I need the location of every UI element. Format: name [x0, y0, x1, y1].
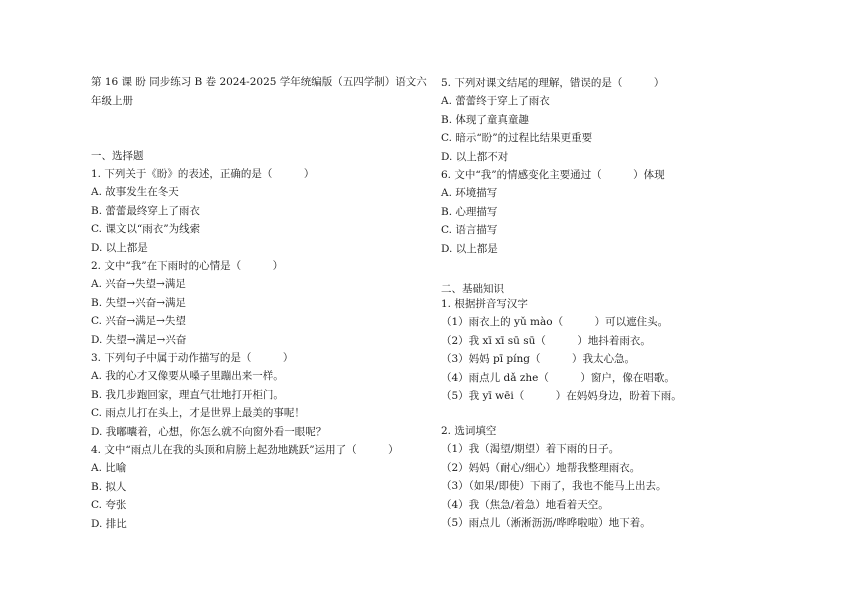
question-line: B. 我几步跑回家，理直气壮地打开柜门。: [91, 388, 284, 401]
exercise-line: （2）妈妈（耐心/细心）地帮我整理雨衣。: [441, 461, 641, 474]
question-line: D. 以上都是: [91, 241, 148, 254]
question-line: 6. 文中“我”的情感变化主要通过（ ）体现: [441, 169, 665, 181]
question-line: B. 体现了童真童趣: [441, 113, 529, 126]
question-line: B. 心理描写: [441, 205, 498, 218]
question-line: 2. 文中“我”在下雨时的心情是（ ）: [91, 260, 284, 272]
question-line: 3. 下列句子中属于动作描写的是（ ）: [91, 352, 294, 364]
exercise-line: （1）雨衣上的 yǔ mào（ ）可以遮住头。: [441, 316, 669, 329]
question-line: C. 课文以“雨衣”为线索: [91, 223, 201, 236]
question-line: A. 我的心才又像要从嗓子里蹦出来一样。: [91, 370, 284, 383]
question-line: 1. 下列关于《盼》的表述，正确的是（ ）: [91, 168, 315, 180]
question-line: D. 以上都不对: [441, 150, 509, 163]
exercise-line: 2. 选词填空: [441, 425, 497, 437]
question-line: B. 蕾蕾最终穿上了雨衣: [91, 204, 200, 217]
question-line: A. 兴奋→失望→满足: [91, 278, 186, 291]
exercise-line: （1）我（渴望/期望）着下雨的日子。: [441, 443, 620, 456]
section-heading-basics: 二、基础知识: [441, 283, 504, 295]
exercise-line: （3）妈妈 pī píng（ ）我太心急。: [441, 353, 635, 366]
exercise-line: （3）（如果/即使）下雨了，我也不能马上出去。: [441, 480, 667, 493]
question-line: D. 我嘟囔着，心想，你怎么就不向窗外看一眼呢？: [91, 425, 327, 438]
question-line: D. 排比: [91, 517, 127, 530]
question-line: D. 失望→满足→兴奋: [91, 333, 187, 346]
question-line: 4. 文中“雨点儿在我的头顶和肩膀上起劲地跳跃”运用了（ ）: [91, 444, 399, 456]
exercise-line: （4）我（焦急/着急）地看着天空。: [441, 498, 609, 511]
question-line: C. 夸张: [91, 499, 127, 512]
question-line: D. 以上都是: [441, 242, 498, 255]
question-line: C. 语言描写: [441, 224, 498, 237]
question-line: C. 暗示“盼”的过程比结果更重要: [441, 132, 593, 145]
question-line: B. 失望→兴奋→满足: [91, 296, 186, 309]
question-line: A. 故事发生在冬天: [91, 186, 179, 199]
question-line: B. 拟人: [91, 480, 127, 493]
exercise-line: （5）雨点儿（淅淅沥沥/哗哗啦啦）地下着。: [441, 517, 651, 529]
question-line: A. 蕾蕾终于穿上了雨衣: [441, 95, 550, 108]
question-line: C. 雨点儿打在头上，才是世界上最美的事呢！: [91, 407, 305, 420]
question-line: A. 环境描写: [441, 187, 498, 200]
section-heading-choice: 一、选择题: [91, 150, 144, 162]
question-line: A. 比喻: [91, 462, 127, 475]
exercise-line: 1. 根据拼音写汉字: [441, 298, 528, 310]
question-line: 5. 下列对课文结尾的理解，错误的是（ ）: [441, 77, 665, 89]
exercise-line: （5）我 yī wēi（ ）在妈妈身边，盼着下雨。: [441, 390, 682, 402]
question-line: C. 兴奋→满足→失望: [91, 315, 186, 328]
exercise-line: （2）我 xī xī sū sū（ ）地抖着雨衣。: [441, 334, 651, 347]
exercise-line: （4）雨点儿 dǎ zhe（ ）窗户，像在唱歌。: [441, 371, 675, 384]
document-title: 第 16 课 盼 同步练习 B 卷 2024-2025 学年统编版（五四学制）语文六年级上册: [91, 76, 427, 107]
